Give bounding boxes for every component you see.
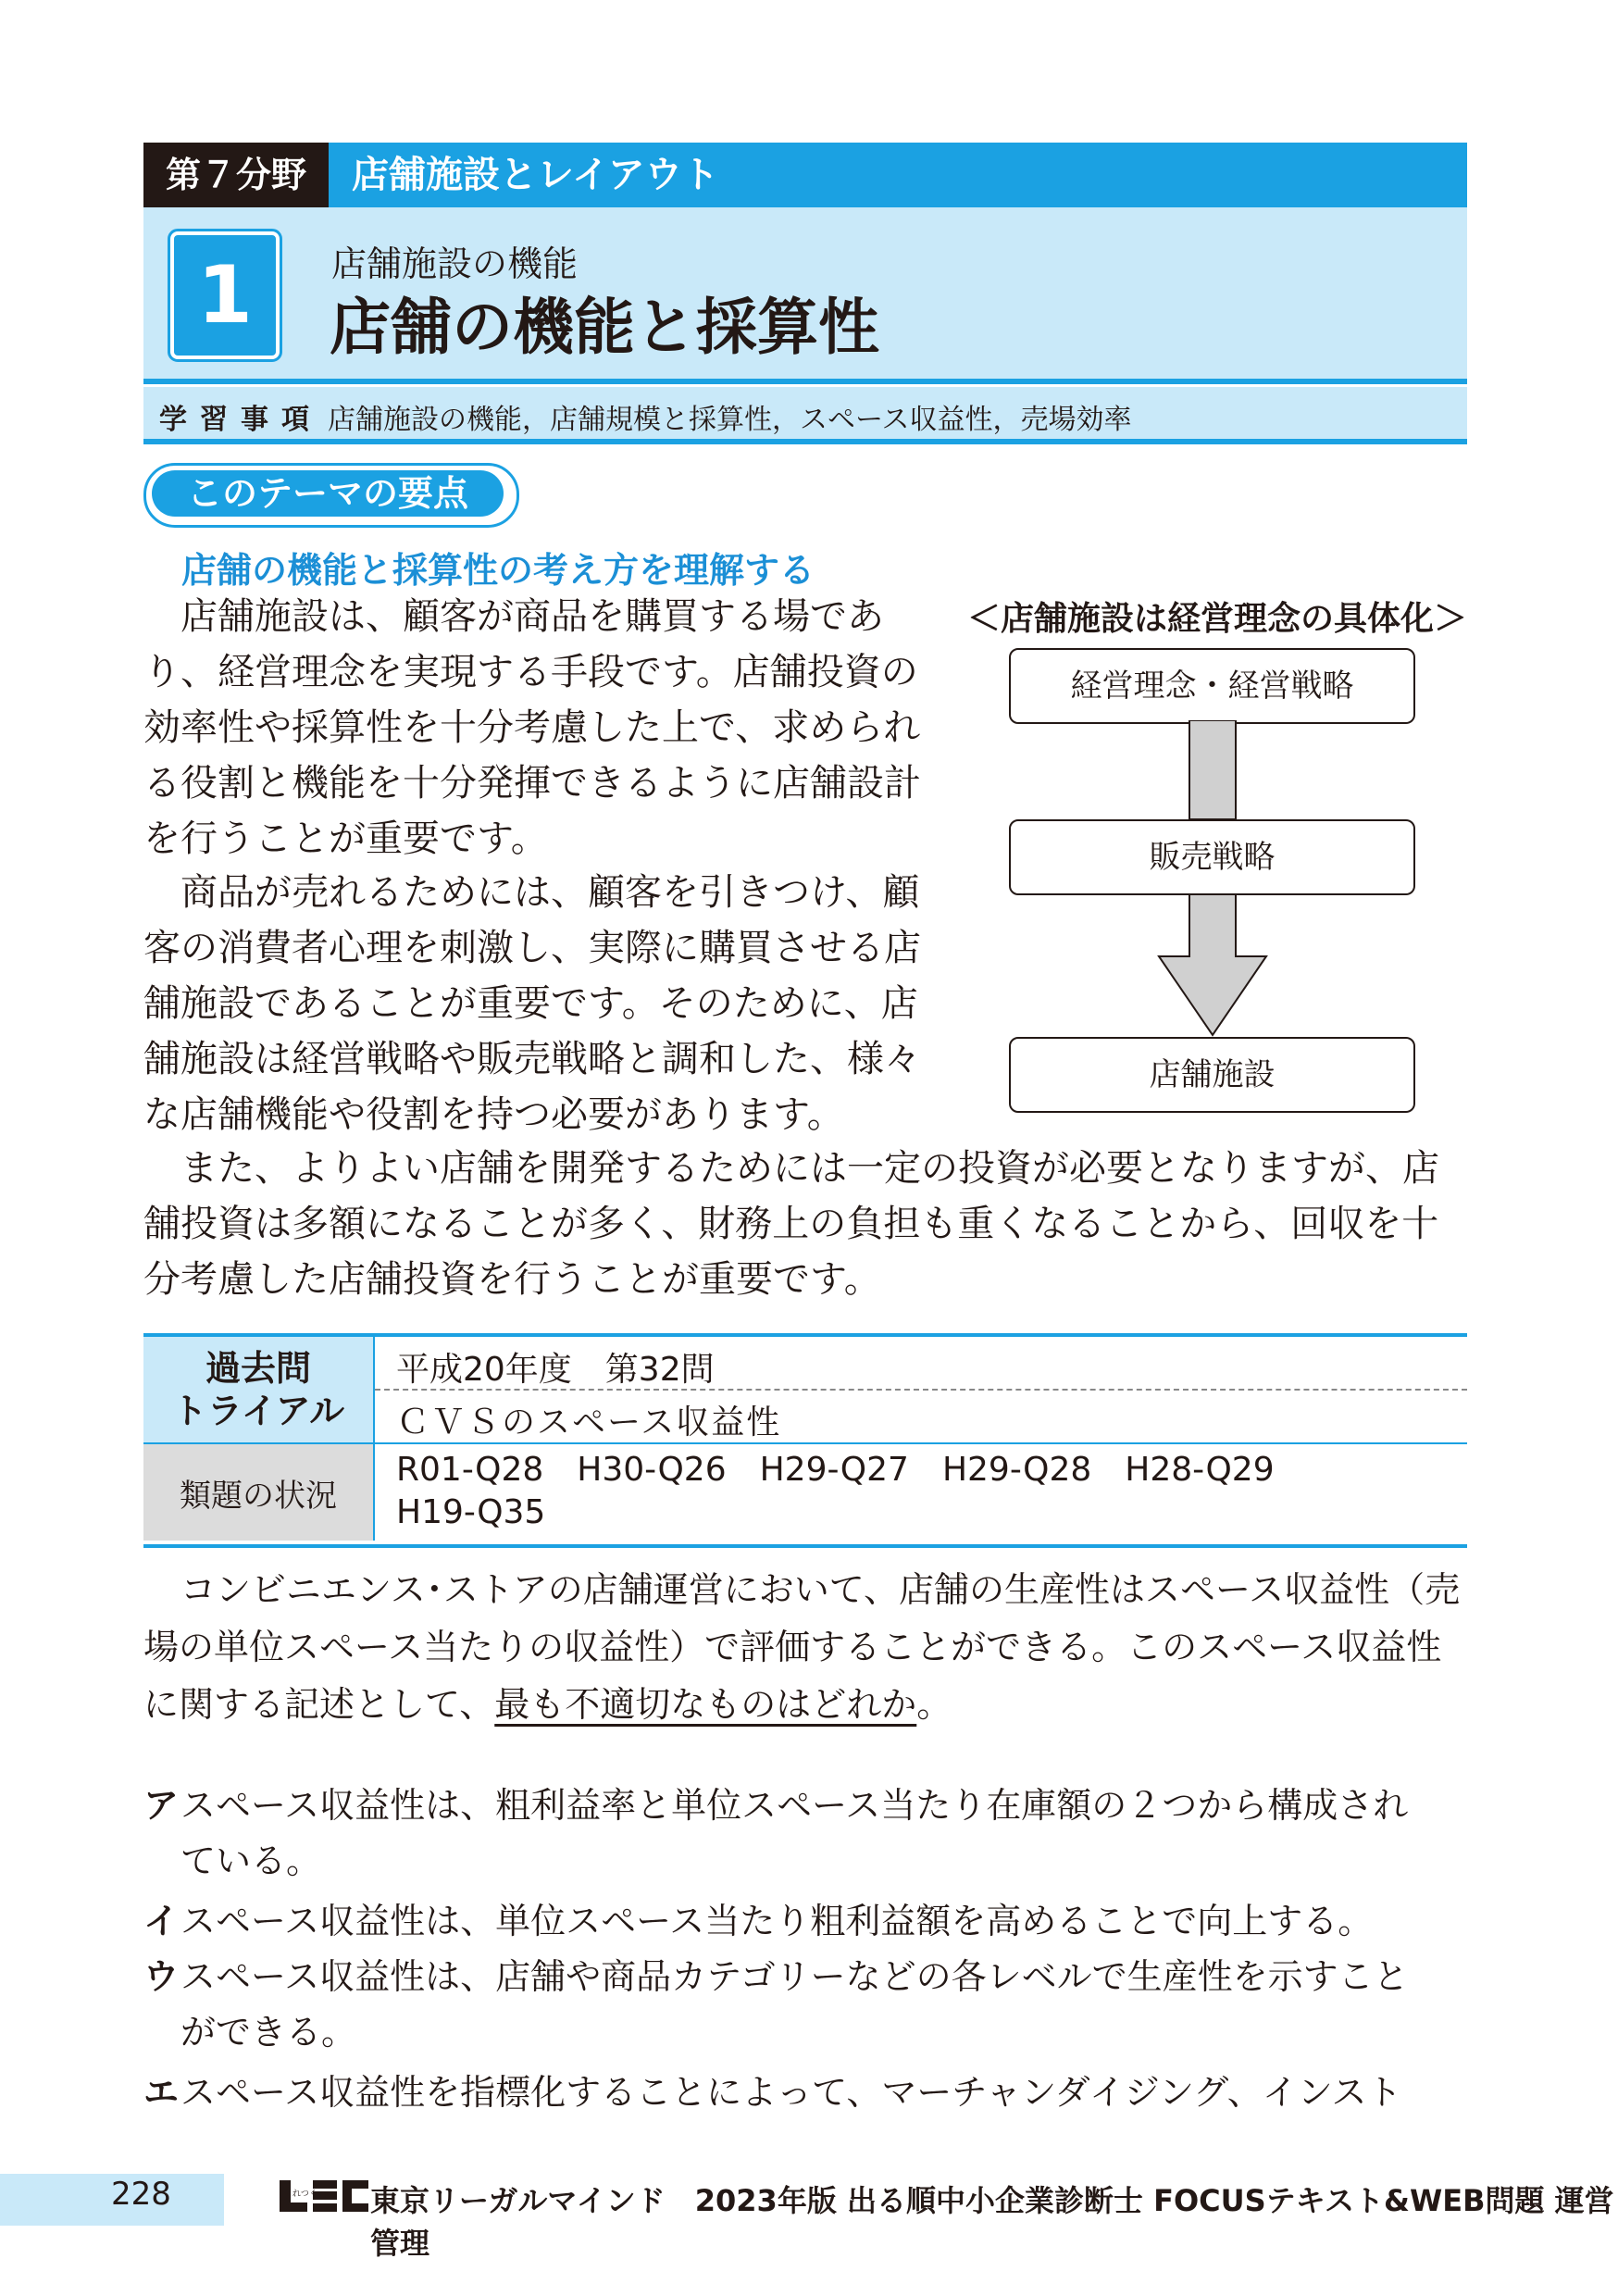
theme-number: 1: [170, 231, 280, 359]
point-heading: 店舗の機能と採算性の考え方を理解する: [181, 550, 815, 591]
section-header-bar: [143, 143, 1467, 207]
trial-label: 過去問 トライアル: [171, 1348, 345, 1431]
field-label: 第７分野: [143, 143, 329, 207]
paragraph-2: 商品が売れるためには、顧客を引きつけ、顧客の消費者心理を刺激し、実際に購買させる店舗施設であることが重要です。そのために、店舗施設は経営戦略や販売戦略と調和した、様々な店舗機能や役割を持つ必要があります。: [143, 871, 921, 1136]
diagram-box-philosophy: 経営理念・経営戦略: [1009, 648, 1415, 724]
exam-topic: ＣＶＳのスペース収益性: [396, 1404, 782, 1441]
learning-items: 店舗施設の機能，店舗規模と採算性，スペース収益性，売場効率: [328, 404, 1132, 436]
paragraph-3: また、よりよい店舗を開発するためには一定の投資が必要となりますが、店舗投資は多額になることが多く、財務上の負担も重くなることから、回収を十分考慮した店舗投資を行うことが重要です。: [143, 1147, 1439, 1301]
footer-book-title: 東京リーガルマインド 2023年版 出る順中小企業診断士 FOCUSテキスト&WEB問題 運営管理: [370, 2183, 1614, 2261]
table-divider: [143, 1442, 1467, 1444]
similar-questions: R01-Q28 H30-Q26 H29-Q27 H29-Q28 H28-Q29 H19-Q35: [396, 1451, 1275, 1531]
question-text: コンビニエンス･ストアの店舗運営において、店舗の生産性はスペース収益性（売場の単位スペース当たりの収益性）で評価することができる。このスペース収益性に関する記述として、最も不適切なものはどれか。: [143, 1569, 1461, 1725]
learning-label: 学習事項: [159, 404, 322, 436]
choice-i: イスペース収益性は、単位スペース当たり粗利益額を高めることで向上する。: [143, 1901, 1374, 1941]
theme-subtitle: 店舗施設の機能: [331, 243, 579, 284]
choice-e: エスペース収益性を指標化することによって、マーチャンダイジング、インスト: [143, 2072, 1402, 2113]
exam-reference: 平成20年度 第32問: [396, 1351, 715, 1389]
svg-text:れつく: れつく: [292, 2190, 317, 2199]
diagram-box-store: 店舗施設: [1009, 1037, 1415, 1113]
choice-u: ウスペース収益性は、店舗や商品カテゴリーなどの各レベルで生産性を示すこと ができる。: [143, 1956, 1409, 2053]
area-title: 店舗施設とレイアウト: [352, 154, 719, 196]
page-title: 店舗の機能と採算性: [330, 292, 879, 363]
page-number: 228: [111, 2176, 171, 2213]
theme-pill: このテーマの要点: [152, 470, 504, 517]
diagram-box-sales: 販売戦略: [1009, 819, 1415, 895]
question-emphasis: 最も不適切なものはどれか: [494, 1684, 917, 1725]
diagram-title: ＜店舗施設は経営理念の具体化＞: [967, 600, 1468, 638]
paragraph-1: 店舗施設は、顧客が商品を購買する場であり、経営理念を実現する手段です。店舗投資の効率性や採算性を十分考慮した上で、求められる役割と機能を十分発揮できるように店舗設計を行うことが重要です。: [143, 595, 921, 860]
table-divider: [373, 1337, 375, 1541]
choice-a: アスペース収益性は、粗利益率と単位スペース当たり在庫額の２つから構成され ている。: [143, 1785, 1409, 1881]
similar-label: 類題の状況: [180, 1478, 337, 1515]
lec-logo: [280, 2177, 368, 2215]
